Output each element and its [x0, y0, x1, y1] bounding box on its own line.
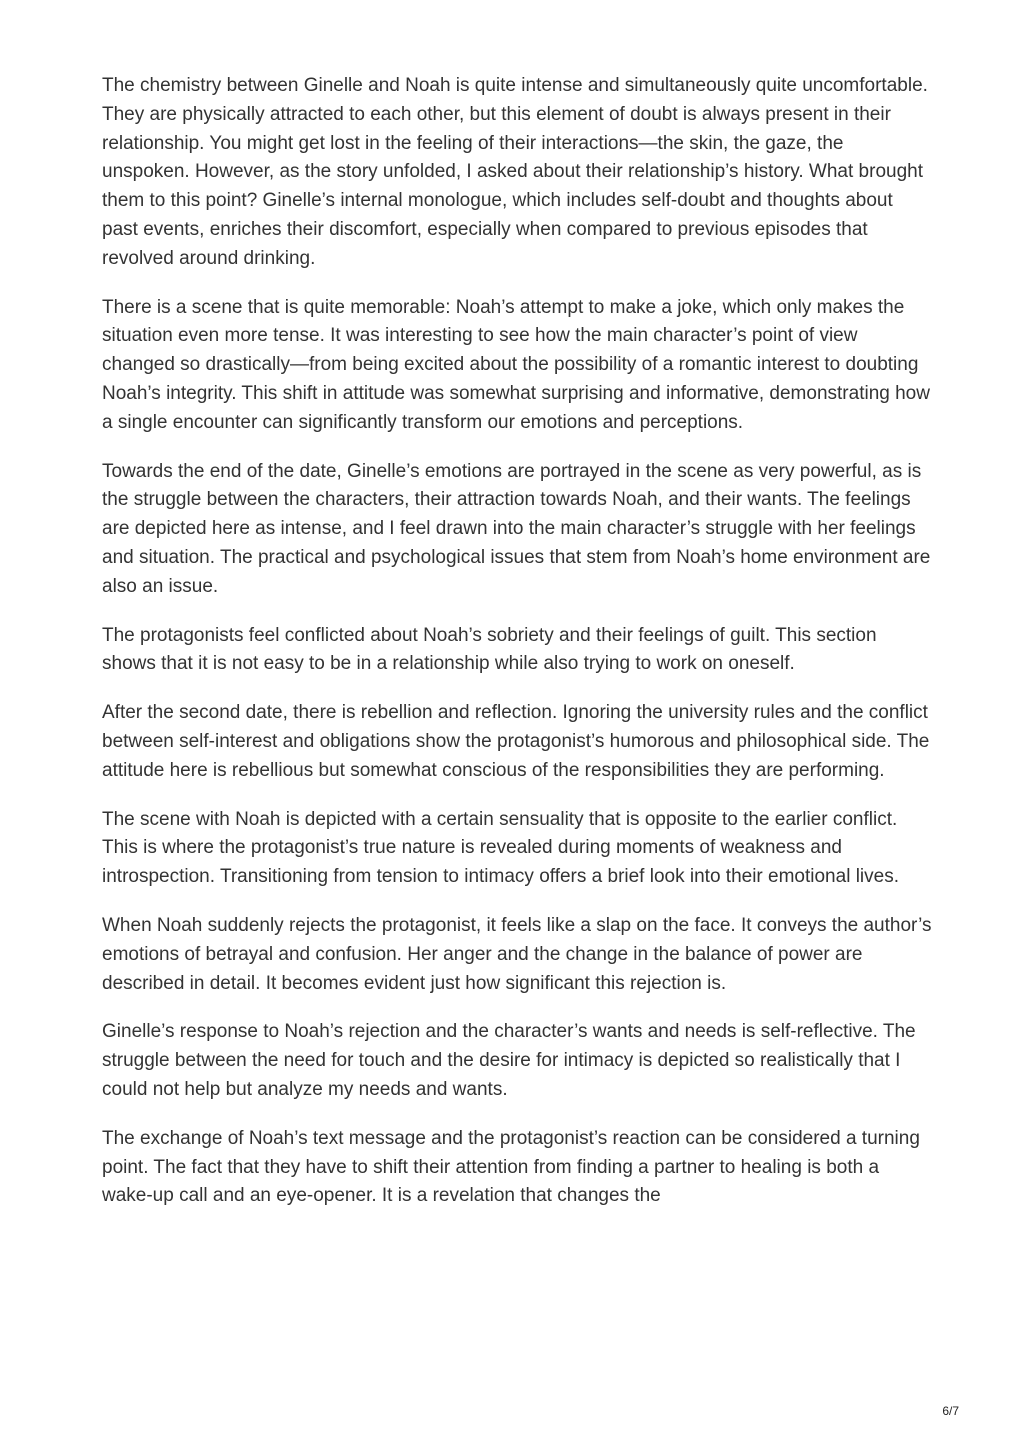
- page-number: 6/7: [942, 1404, 959, 1418]
- document-body: [102, 72, 932, 1231]
- paragraph-9: The exchange of Noah’s text message and the protagonist’s reaction can be considered a turning point. The fact that they have to shift their attention from finding a partner to healing is both a wake-up call and an eye-opener. It is a revelation that changes the: [102, 1127, 920, 1207]
- paragraph-1: The chemistry between Ginelle and Noah is quite intense and simultaneously quite uncomfortable. They are physically attracted to each other, but this element of doubt is always present in their relationship. You might get lost in the feeling of their interactions—the skin, the gaze, the unspoken. However, as the story unfolded, I asked about their relationship’s history. What brought them to this point? Ginelle’s internal monologue, which includes self-doubt and thoughts about past events, enriches their discomfort, especially when compared to previous episodes that revolved around drinking.: [102, 75, 928, 269]
- paragraph-5: After the second date, there is rebellion and reflection. Ignoring the university rules and the conflict between self-interest and obligations show the protagonist’s humorous and philosophical side. The attitude here is rebellious but somewhat conscious of the responsibilities they are performing.: [102, 702, 930, 781]
- paragraph-7: When Noah suddenly rejects the protagonist, it feels like a slap on the face. It conveys the author’s emotions of betrayal and confusion. Her anger and the change in the balance of power are described in detail. It becomes evident just how significant this rejection is.: [102, 914, 932, 994]
- paragraph-4: The protagonists feel conflicted about Noah’s sobriety and their feelings of guilt. This section shows that it is not easy to be in a relationship while also trying to work on oneself.: [102, 624, 877, 675]
- paragraph-8: Ginelle’s response to Noah’s rejection and the character’s wants and needs is self-reflective. The struggle between the need for touch and the desire for intimacy is depicted so realistically that I could not help but analyze my needs and wants.: [102, 1021, 916, 1100]
- paragraph-2: There is a scene that is quite memorable: Noah’s attempt to make a joke, which only makes the situation even more tense. It was interesting to see how the main character’s point of view changed so drastically—from being excited about the possibility of a romantic interest to doubting Noah’s integrity. This shift in attitude was somewhat surprising and informative, demonstrating how a single encounter can significantly transform our emotions and perceptions.: [102, 296, 930, 433]
- paragraph-3: Towards the end of the date, Ginelle’s emotions are portrayed in the scene as very powerful, as is the struggle between the characters, their attraction towards Noah, and their wants. The feelings are depicted here as intense, and I feel drawn into the main character’s struggle with her feelings and situation. The practical and psychological issues that stem from Noah’s home environment are also an issue.: [102, 460, 931, 597]
- paragraph-6: The scene with Noah is depicted with a certain sensuality that is opposite to the earlier conflict. This is where the protagonist’s true nature is revealed during moments of weakness and introspection. Transitioning from tension to intimacy offers a brief look into their emotional lives.: [102, 808, 899, 888]
